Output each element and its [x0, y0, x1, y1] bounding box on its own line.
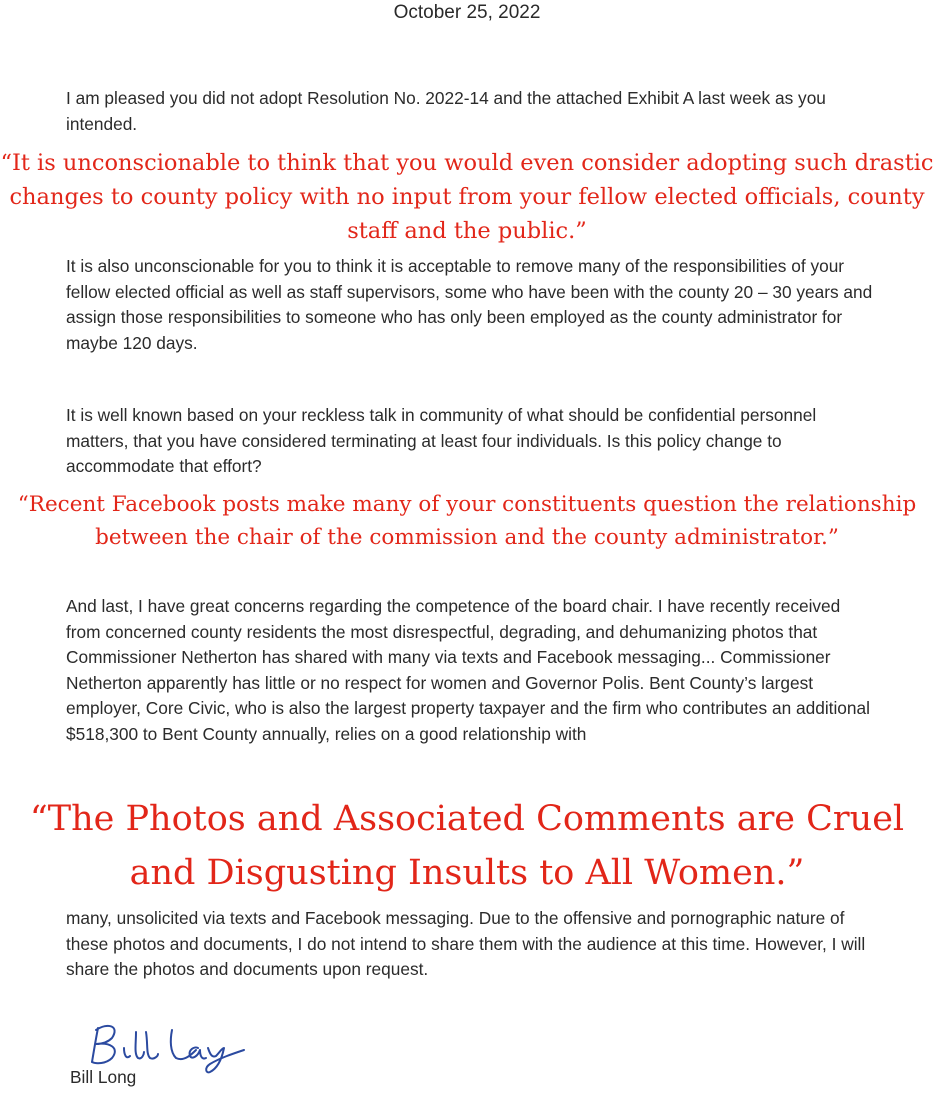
paragraph-resolution: I am pleased you did not adopt Resolution No. 2022-14 and the attached Exhibit A last week as you intended. — [66, 88, 826, 134]
paragraph-closing: many, unsolicited via texts and Facebook messaging. Due to the offensive and pornographic nature of these photos and documents, I do not intend to share them with the audience at this time. However, I will share the photos and documents upon request. — [66, 908, 866, 979]
callout-quote-facebook: “Recent Facebook posts make many of your constituents question the relationship between the chair of the commission and the county administrator.” — [17, 492, 917, 550]
paragraph-concerns: And last, I have great concerns regarding the competence of the board chair. I have recently received from concerned county residents the most disrespectful, degrading, and dehumanizing photos that Commissioner Netherton has shared with many via texts and Facebook messaging... Commissioner Netherton apparently has little or no respect for women and Governor Polis. Bent County’s largest employer, Core Civic, who is also the largest property taxpayer and the firm who contributes an additional $518,300 to Bent County annually, relies on a good relationship with — [66, 596, 870, 744]
handwritten-signature — [86, 1018, 256, 1074]
paragraph-responsibilities: It is also unconscionable for you to think it is acceptable to remove many of the responsibilities of your fellow elected official as well as staff supervisors, some who have been with the county 20 – 30 years and assign those responsibilities to someone who has only been employed as the county administrator for maybe 120 days. — [66, 256, 873, 353]
signer-name: Bill Long — [70, 1067, 137, 1087]
paragraph-terminations: It is well known based on your reckless talk in community of what should be confidential personnel matters, that you have considered terminating at least four individuals. Is this policy change to accommodate that effort? — [66, 405, 817, 476]
callout-quote-photos: “The Photos and Associated Comments are Cruel and Disgusting Insults to All Women.” — [0, 786, 934, 902]
callout-quote-unconscionable: “It is unconscionable to think that you would even consider adopting such drastic changes to county policy with no input from your fellow elected officials, county staff and the public.” — [0, 150, 934, 244]
paragraph-concerns-wrapper — [66, 594, 876, 794]
letter-date: October 25, 2022 — [393, 2, 541, 23]
